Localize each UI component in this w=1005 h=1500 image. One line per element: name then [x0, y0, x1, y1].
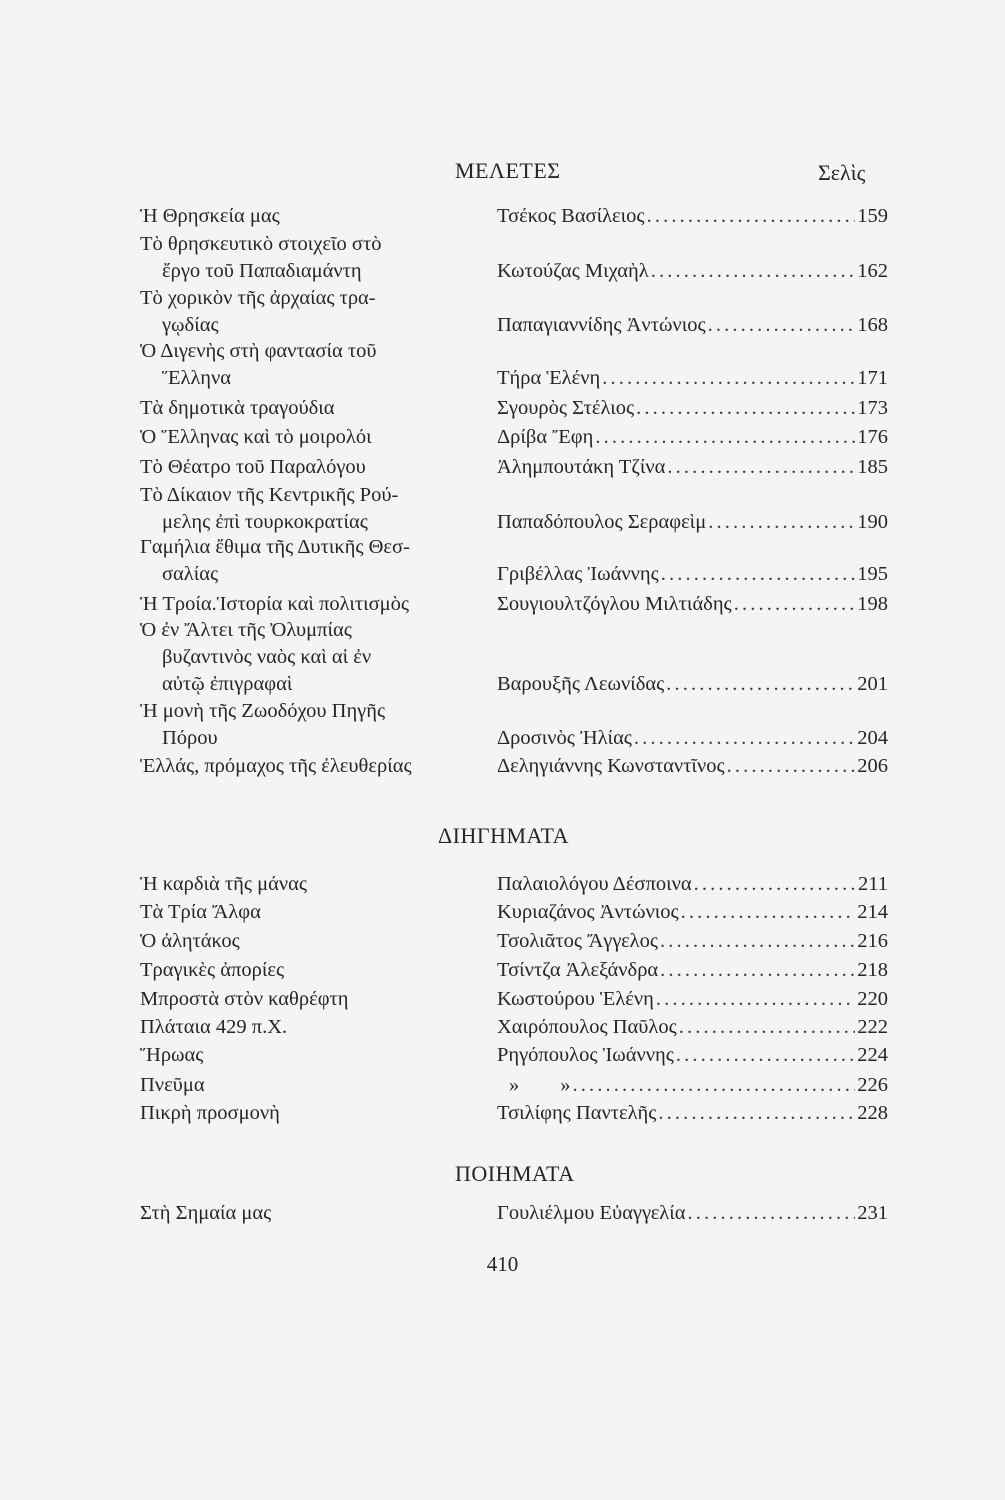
entry-title-line: βυζαντινὸς ναὸς καὶ αἱ ἐν	[162, 646, 372, 668]
entry-page-number: 204	[857, 727, 888, 749]
entry-author: Παλαιολόγου Δέσποινα	[497, 873, 692, 895]
entry-author: Κωστούρου Ἑλένη	[497, 988, 654, 1010]
entry-title-line: Στὴ Σημαία μας	[140, 1202, 272, 1224]
entry-title-line: Πόρου	[162, 727, 218, 749]
entry-title-line: γῳδίας	[162, 314, 219, 336]
entry-title-line: αὐτῷ ἐπιγραφαὶ	[162, 673, 293, 695]
entry-title	[140, 482, 480, 536]
entry-title	[140, 1042, 480, 1069]
entry-title	[140, 1200, 480, 1227]
entry-title	[140, 928, 480, 955]
entry-author: Γουλιέλμου Εὐαγγελία	[497, 1202, 686, 1224]
dot-leader	[660, 928, 855, 955]
dot-leader	[694, 871, 856, 898]
entry-page-number: 185	[857, 456, 888, 478]
entry-title	[140, 591, 480, 618]
entry-author-row	[497, 899, 888, 926]
entry-title-line: Τὸ Δίκαιον τῆς Κεντρικῆς Ρού-	[140, 484, 399, 506]
entry-title-line: Ὁ ἐν Ἄλτει τῆς Ὀλυμπίας	[140, 619, 352, 641]
entry-page-number: 162	[857, 260, 888, 282]
page-column-label: Σελὶς	[818, 160, 866, 185]
entry-author-row	[497, 312, 888, 339]
entry-title-line: Ἡ μονὴ τῆς Ζωοδόχου Πηγῆς	[140, 700, 386, 722]
entry-author: Τήρα Ἑλένη	[497, 367, 601, 389]
entry-title-line: Πλάταια 429 π.Χ.	[140, 1016, 288, 1038]
dot-leader	[667, 454, 855, 481]
entry-title-line: Μπροστὰ στὸν καθρέφτη	[140, 988, 349, 1010]
entry-title-line: μελης ἐπὶ τουρκοκρατίας	[162, 511, 368, 533]
entry-title-line: Τὸ χορικὸν τῆς ἀρχαίας τρα-	[140, 287, 376, 309]
entry-page-number: 226	[857, 1074, 888, 1096]
entry-author: Σουγιουλτζόγλου Μιλτιάδης	[497, 593, 732, 615]
dot-leader	[679, 1014, 856, 1041]
entry-title-line: Τὸ Θέατρο τοῦ Παραλόγου	[140, 456, 366, 478]
entry-title	[140, 454, 480, 481]
dot-leader	[661, 561, 856, 588]
dot-leader	[688, 1200, 856, 1227]
entry-title-line: Ἕλληνα	[162, 367, 231, 389]
entry-author: Παπαγιαννίδης Ἀντώνιος	[497, 314, 706, 336]
entry-author-row	[497, 1014, 888, 1041]
dot-leader	[647, 203, 856, 230]
entry-author-row	[497, 725, 888, 752]
dot-leader	[734, 591, 856, 618]
entry-author-row	[497, 986, 888, 1013]
entry-title-line: Τραγικὲς ἀπορίες	[140, 959, 285, 981]
dot-leader	[708, 509, 855, 536]
entry-author-row	[497, 509, 888, 536]
entry-title	[140, 899, 480, 926]
entry-author: Χαιρόπουλος Παῦλος	[497, 1016, 677, 1038]
dot-leader	[602, 365, 855, 392]
entry-author-row	[497, 671, 888, 698]
entry-title	[140, 285, 480, 339]
entry-title-line: Τὰ δημοτικὰ τραγούδια	[140, 397, 335, 419]
dot-leader	[708, 312, 856, 339]
section-heading-meletes: ΜΕΛΕΤΕΣ	[455, 158, 561, 183]
entry-author-row	[497, 1100, 888, 1127]
entry-title-line: Ἥρωας	[140, 1044, 204, 1066]
entry-page-number: 228	[857, 1102, 888, 1124]
entry-title-line: Ἡ Τροία.Ἱστορία καὶ πολιτισμὸς	[140, 593, 410, 615]
entry-title-line: Γαμήλια ἔθιμα τῆς Δυτικῆς Θεσ-	[140, 536, 410, 558]
entry-title-line: Τὸ θρησκευτικὸ στοιχεῖο στὸ	[140, 233, 382, 255]
entry-author-row	[497, 395, 888, 422]
entry-title-line: Ἡ Θρησκεία μας	[140, 205, 280, 227]
entry-page-number: 206	[857, 755, 888, 777]
entry-title	[140, 338, 480, 392]
entry-title	[140, 871, 480, 898]
entry-title	[140, 203, 480, 230]
dot-leader	[656, 986, 855, 1013]
entry-title-line: σαλίας	[162, 563, 219, 585]
entry-author: Ρηγόπουλος Ἰωάννης	[497, 1044, 674, 1066]
entry-title	[140, 424, 480, 451]
entry-title	[140, 698, 480, 752]
dot-leader	[676, 1042, 855, 1069]
entry-page-number: 173	[857, 397, 888, 419]
entry-page-number: 224	[857, 1044, 888, 1066]
entry-title-line: Πνεῦμα	[140, 1074, 205, 1096]
entry-page-number: 218	[857, 959, 888, 981]
entry-author-row	[497, 258, 888, 285]
entry-author-row	[497, 561, 888, 588]
entry-page-number: 216	[857, 930, 888, 952]
entry-title-line: Ὁ ἀλητάκος	[140, 930, 240, 952]
entry-title-line: Ἡ καρδιὰ τῆς μάνας	[140, 873, 307, 895]
entry-title	[140, 1100, 480, 1127]
entry-page-number: 222	[857, 1016, 888, 1038]
page-number: 410	[486, 1252, 519, 1276]
entry-author-row	[497, 203, 888, 230]
entry-author: Τσέκος Βασίλειος	[497, 205, 645, 227]
dot-leader	[727, 753, 856, 780]
entry-author-row	[497, 424, 888, 451]
entry-page-number: 201	[857, 673, 888, 695]
entry-author-row	[497, 454, 888, 481]
entry-author-row	[497, 871, 888, 898]
entry-title	[140, 957, 480, 984]
section-heading-poiimata: ΠΟΙΗΜΑΤΑ	[455, 1161, 575, 1186]
entry-author-row	[497, 753, 888, 780]
entry-title	[140, 534, 480, 588]
entry-title	[140, 617, 480, 698]
entry-title	[140, 395, 480, 422]
entry-title-line: Πικρὴ προσμονὴ	[140, 1102, 280, 1124]
entry-author: Δεληγιάννης Κωνσταντῖνος	[497, 755, 725, 777]
entry-author: Δροσινὸς Ἠλίας	[497, 727, 632, 749]
entry-page-number: 211	[858, 873, 888, 895]
entry-title	[140, 753, 480, 780]
entry-title	[140, 986, 480, 1013]
dot-leader	[573, 1072, 856, 1099]
entry-author: Τσιλίφης Παντελῆς	[497, 1102, 657, 1124]
entry-author-row	[497, 1072, 888, 1099]
entry-page-number: 159	[857, 205, 888, 227]
entry-author-row	[497, 1200, 888, 1227]
entry-page-number: 214	[857, 901, 888, 923]
entry-author: » »	[509, 1074, 571, 1096]
entry-author-row	[497, 591, 888, 618]
entry-page-number: 190	[857, 511, 888, 533]
entry-author: Σγουρὸς Στέλιος	[497, 397, 635, 419]
dot-leader	[660, 957, 855, 984]
dot-leader	[651, 258, 856, 285]
entry-author-row	[497, 957, 888, 984]
entry-title	[140, 1072, 480, 1099]
dot-leader	[681, 899, 856, 926]
entry-page-number: 168	[857, 314, 888, 336]
dot-leader	[666, 671, 855, 698]
entry-page-number: 231	[857, 1202, 888, 1224]
entry-page-number: 198	[857, 593, 888, 615]
entry-page-number: 176	[857, 426, 888, 448]
entry-author-row	[497, 928, 888, 955]
entry-author: Τσίντζα Ἀλεξάνδρα	[497, 959, 659, 981]
entry-author: Κυριαζάνος Ἀντώνιος	[497, 901, 679, 923]
entry-title-line: Τὰ Τρία Ἄλφα	[140, 901, 261, 923]
entry-title-line: ἔργο τοῦ Παπαδιαμάντη	[162, 260, 362, 282]
entry-author: Γριβέλλας Ἰωάννης	[497, 563, 659, 585]
entry-title	[140, 1014, 480, 1041]
entry-title-line: Ἑλλάς, πρόμαχος τῆς ἐλευθερίας	[140, 755, 412, 777]
entry-author: Βαρουξῆς Λεωνίδας	[497, 673, 665, 695]
entry-author: Παπαδόπουλος Σεραφεὶμ	[497, 511, 707, 533]
entry-title-line: Ὁ Ἕλληνας καὶ τὸ μοιρολόι	[140, 426, 372, 448]
entry-title	[140, 231, 480, 285]
dot-leader	[636, 395, 855, 422]
dot-leader	[634, 725, 855, 752]
entry-author: Δρίβα Ἔφη	[497, 426, 594, 448]
entry-page-number: 171	[857, 367, 888, 389]
entry-author: Τσολιᾶτος Ἄγγελος	[497, 930, 658, 952]
entry-title-line: Ὁ Διγενὴς στὴ φαντασία τοῦ	[140, 340, 377, 362]
entry-author: Ἀλημπουτάκη Τζίνα	[497, 456, 666, 478]
entry-author-row	[497, 1042, 888, 1069]
dot-leader	[658, 1100, 855, 1127]
entry-author: Κωτούζας Μιχαὴλ	[497, 260, 649, 282]
section-heading-digimata: ΔΙΗΓΗΜΑΤΑ	[438, 823, 570, 848]
entry-page-number: 195	[857, 563, 888, 585]
entry-author-row	[497, 365, 888, 392]
entry-page-number: 220	[857, 988, 888, 1010]
dot-leader	[595, 424, 855, 451]
